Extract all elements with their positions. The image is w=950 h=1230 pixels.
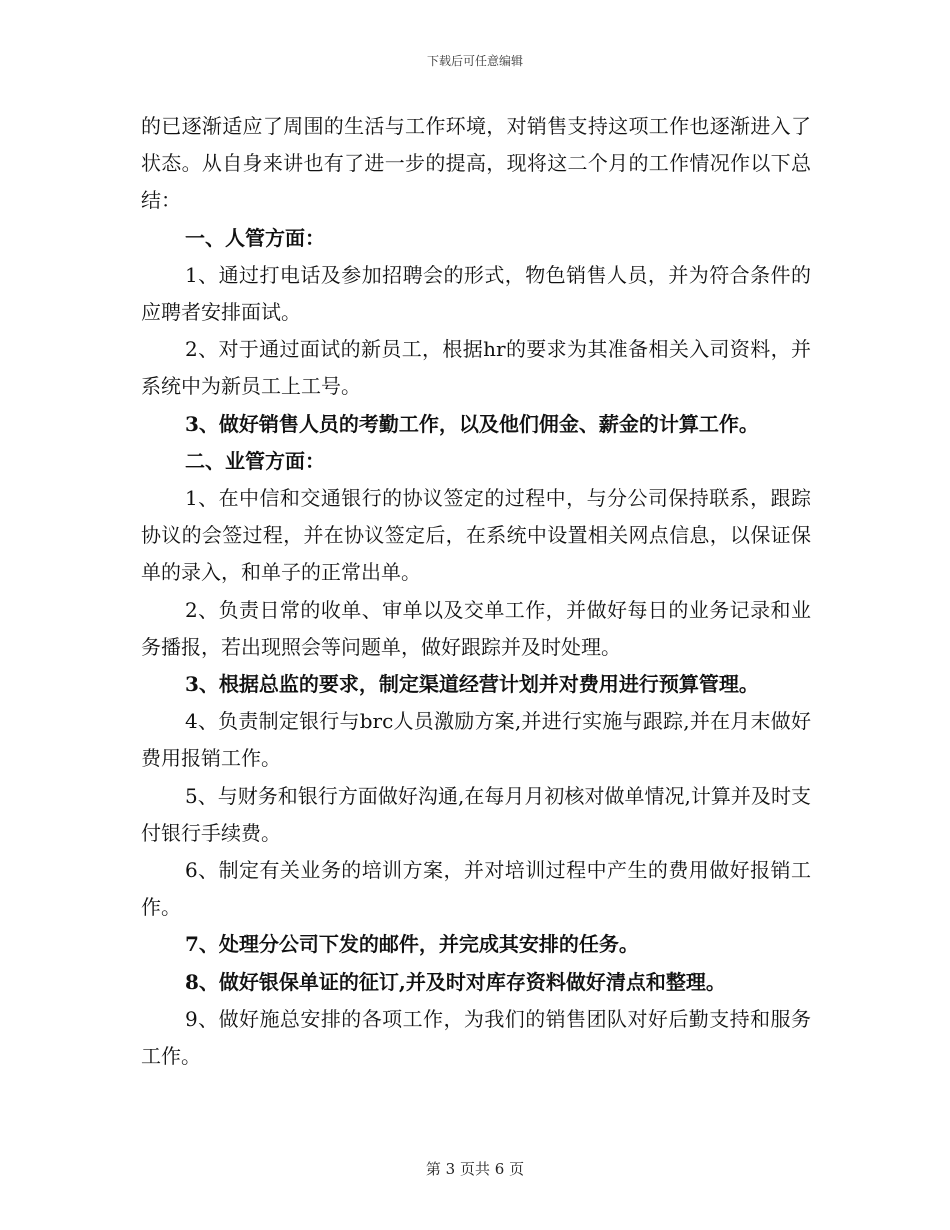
paragraph: 5、与财务和银行方面做好沟通,在每月月初核对做单情况,计算并及时支付银行手续费。 [141, 783, 811, 845]
paragraph-bold: 8、做好银保单证的征订,并及时对库存资料做好清点和整理。 [185, 969, 726, 994]
paragraph: 4、负责制定银行与brc人员激励方案,并进行实施与跟踪,并在月末做好费用报销工作。 [141, 709, 811, 771]
page-footer: 第 3 页共 6 页 [425, 1160, 525, 1178]
paragraph: 2、负责日常的收单、审单以及交单工作，并做好每日的业务记录和业务播报，若出现照会等问题单，做好跟踪并及时处理。 [141, 597, 811, 659]
section-heading: 一、人管方面： [185, 225, 325, 250]
paragraph: 1、在中信和交通银行的协议签定的过程中，与分公司保持联系，跟踪协议的会签过程，并在协议签定后，在系统中设置相关网点信息，以保证保单的录入，和单子的正常出单。 [141, 486, 811, 585]
paragraph-bold: 7、处理分公司下发的邮件，并完成其安排的任务。 [185, 932, 639, 957]
paragraph-bold: 3、根据总监的要求，制定渠道经营计划并对费用进行预算管理。 [185, 672, 759, 697]
paragraph-bold: 3、做好销售人员的考勤工作，以及他们佣金、薪金的计算工作。 [185, 411, 759, 436]
paragraph: 的已逐渐适应了周围的生活与工作环境，对销售支持这项工作也逐渐进入了状态。从自身来讲也有了进一步的提高，现将这二个月的工作情况作以下总结： [141, 114, 811, 213]
paragraph: 6、制定有关业务的培训方案，并对培训过程中产生的费用做好报销工作。 [141, 858, 811, 920]
paragraph: 2、对于通过面试的新员工，根据hr的要求为其准备相关入司资料，并系统中为新员工上工号。 [141, 337, 811, 399]
paragraph: 1、通过打电话及参加招聘会的形式，物色销售人员，并为符合条件的应聘者安排面试。 [141, 262, 811, 325]
paragraph: 9、做好施总安排的各项工作，为我们的销售团队对好后勤支持和服务工作。 [141, 1006, 811, 1069]
section-heading: 二、业管方面： [185, 448, 325, 473]
document-body [141, 108, 811, 1075]
page-header: 下载后可任意编辑 [426, 54, 523, 68]
